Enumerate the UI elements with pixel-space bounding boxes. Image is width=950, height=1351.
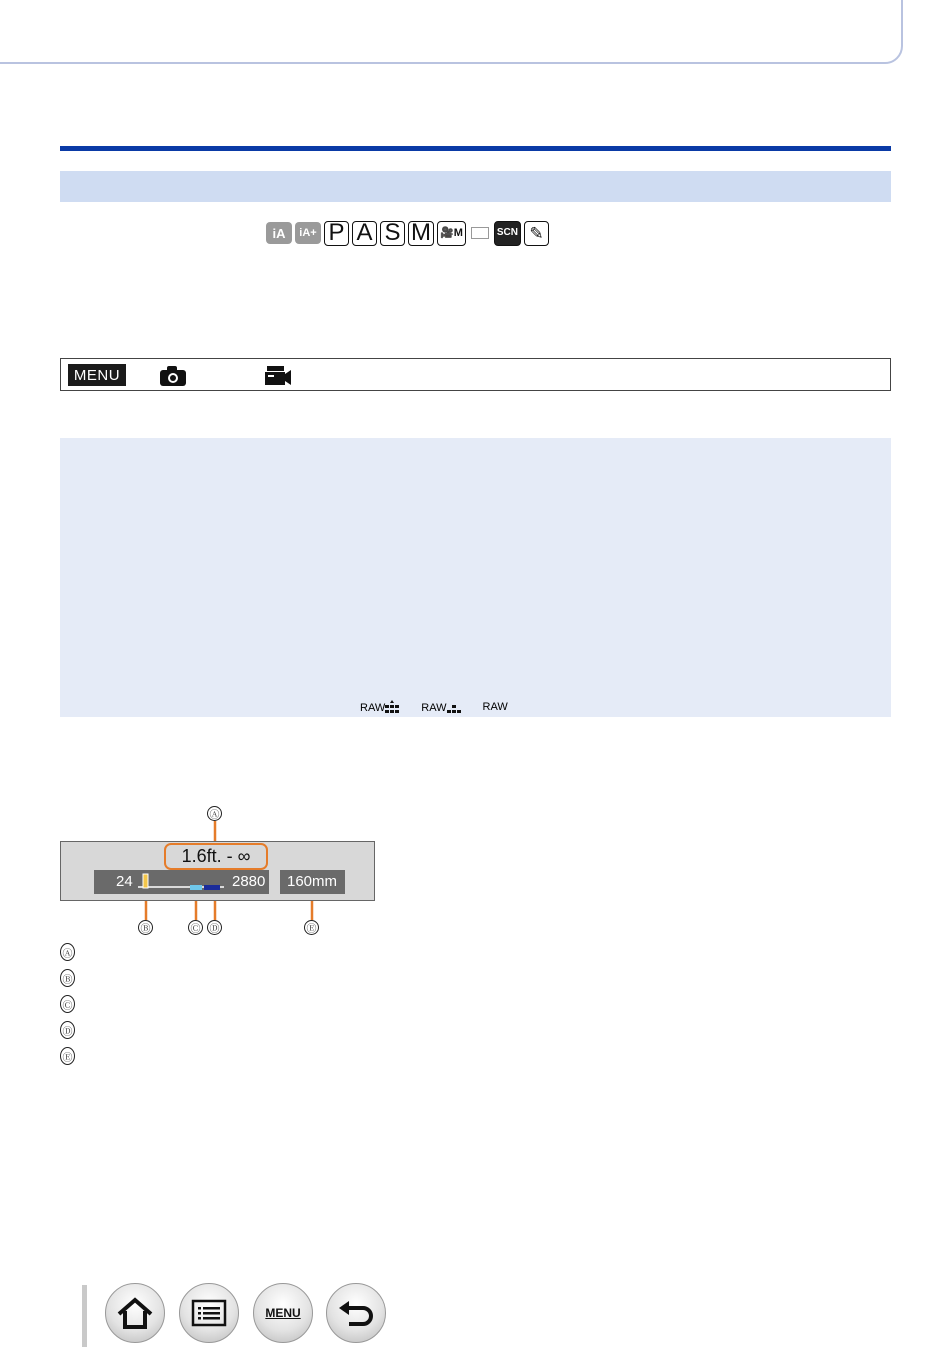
callout-b: Ⓑ [138,920,153,935]
subheading-band [60,171,891,202]
mode-icon-creative-video: 🎥M [437,221,466,246]
raw-label: RAW [421,702,447,714]
mode-icon-m: M [408,221,434,246]
raw-standard-icon [421,700,460,714]
mode-icon-scn: SCN [494,221,521,246]
recording-mode-icons [266,219,549,247]
menu-badge: MENU [68,364,126,386]
movie-camera-icon [263,365,293,387]
mode-icon-panorama [471,227,489,239]
focal-length-box [280,870,345,894]
raw-only-icon [483,701,508,713]
back-button[interactable] [326,1283,386,1343]
range-min-label: 24 [116,873,133,890]
section-heading-rule [60,146,891,151]
callout-e: Ⓔ [304,920,319,935]
mode-icon-s: S [380,221,405,246]
camera-icon [159,365,187,387]
contents-list-icon [191,1299,227,1327]
callout-c: Ⓒ [188,920,203,935]
contents-button[interactable] [179,1283,239,1343]
mode-icon-ia-plus: iA+ [295,222,321,244]
legend-e: Ⓔ [60,1047,75,1065]
legend-c: Ⓒ [60,995,75,1013]
mode-icon-a: A [352,221,377,246]
menu-button[interactable] [253,1283,313,1343]
menu-icon: MENU [265,1306,301,1320]
notes-box [60,438,891,717]
focal-length-label: 160mm [287,873,338,890]
raw-quality-icons [360,697,530,717]
legend-d: Ⓓ [60,1021,75,1039]
mode-icon-p: P [324,221,349,246]
legend-a: Ⓐ [60,943,75,961]
home-button[interactable] [105,1283,165,1343]
nav-divider [82,1285,87,1347]
zoom-scale [94,870,254,894]
page-header-frame [0,0,903,64]
raw-label: RAW [482,701,508,713]
range-max-label: 2880 [232,873,266,890]
back-icon [337,1298,375,1328]
raw-label: RAW [360,702,386,714]
home-icon [116,1296,154,1330]
callout-a: Ⓐ [207,806,222,821]
callout-d: Ⓓ [207,920,222,935]
raw-fine-icon [360,700,399,714]
legend-b: Ⓑ [60,969,75,987]
focus-range-label: 1.6ft. - ∞ [164,843,268,870]
mode-icon-creative-control: ✎ [524,221,549,246]
mode-icon-ia: iA [266,222,292,244]
